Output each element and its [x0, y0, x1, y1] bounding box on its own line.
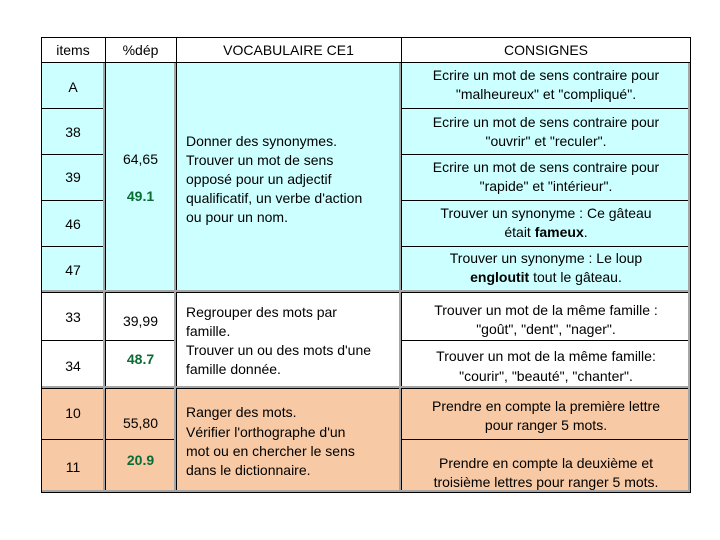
items-row-line: [41, 246, 105, 247]
consigne-line: Trouver un synonyme : Le loup: [449, 250, 643, 266]
header-items: items: [56, 42, 90, 58]
dep-value: 48.7: [126, 351, 155, 367]
consigne-line: Ecrire un mot de sens contraire pour: [432, 114, 660, 130]
vocab-line: opposé pour un adjectif: [186, 171, 332, 187]
consigne-line: Ecrire un mot de sens contraire pour: [432, 67, 660, 83]
header-consignes: CONSIGNES: [503, 42, 588, 58]
header-dep: %dép: [122, 42, 159, 58]
consigne-line: Prendre en compte la première lettre: [432, 398, 660, 414]
consignes-row-line: [401, 108, 691, 109]
consigne-line: Ecrire un mot de sens contraire pour: [432, 159, 660, 175]
item-label: 39: [65, 169, 81, 185]
vocab-line: ou pour un nom.: [186, 209, 288, 225]
consignes-row-line: [401, 340, 691, 341]
consigne-line: Trouver un mot de la même famille:: [436, 348, 656, 364]
consigne-text: .: [583, 224, 588, 240]
consignes-row-line: [401, 154, 691, 155]
consignes-row-line: [401, 200, 691, 201]
item-label: 47: [65, 262, 81, 278]
vocab-line: dans le dictionnaire.: [186, 462, 311, 478]
col-divider-2: [176, 37, 177, 493]
items-row-line: [41, 439, 105, 440]
consigne-text: était: [504, 224, 535, 240]
vocab-line: Regrouper des mots par: [186, 304, 337, 320]
dep-row-line: [105, 439, 176, 440]
dep-value: 55,80: [122, 415, 159, 431]
consigne-line: "goût", "dent", "nager".: [476, 321, 616, 337]
consigne-line: "malheureux" et "compliqué".: [455, 86, 637, 102]
item-label: 10: [65, 405, 81, 421]
section-divider-1: [41, 292, 691, 293]
consigne-line: [401, 268, 691, 287]
consigne-line: "courir", "beauté", "chanter".: [459, 368, 633, 384]
consignes-row-line: [401, 439, 691, 440]
items-row-line: [41, 154, 105, 155]
section-divider-2: [41, 388, 691, 389]
dep-value: 20.9: [126, 452, 155, 468]
dep-row-line: [105, 340, 176, 341]
border-bottom: [41, 492, 691, 493]
dep-value: 64,65: [122, 151, 159, 167]
cell-shadow: [42, 386, 690, 388]
consigne-line: Trouver un synonyme : Ce gâteau: [440, 205, 652, 221]
header-divider: [41, 62, 691, 63]
vocab-line: Vérifier l'orthographe d'un: [186, 424, 346, 440]
cell-shadow: [42, 290, 690, 292]
vocab-line: mot ou en chercher le sens: [186, 443, 355, 459]
vocabulary-table: [41, 37, 691, 493]
consigne-text: tout le gâteau.: [529, 269, 622, 285]
vocab-line: qualificatif, un verbe d'action: [186, 190, 363, 206]
item-label: 11: [65, 459, 81, 475]
consigne-line: "ouvrir" et "reculer".: [485, 133, 607, 149]
border-top: [41, 37, 691, 38]
consigne-line: pour ranger 5 mots.: [484, 417, 608, 433]
consigne-line: [401, 223, 691, 242]
vocab-line: Ranger des mots.: [186, 404, 297, 420]
consigne-line: "rapide" et "intérieur".: [479, 178, 613, 194]
header-vocabulary: VOCABULAIRE CE1: [223, 42, 354, 58]
consigne-bold-word: engloutit: [470, 269, 530, 285]
item-label: A: [68, 79, 78, 95]
vocab-line: Donner des synonymes.: [186, 133, 337, 149]
consignes-row-line: [401, 246, 691, 247]
consigne-line: Prendre en compte la deuxième et: [438, 455, 653, 471]
vocab-line: Trouver un ou des mots d'une: [186, 342, 372, 358]
dep-value: 39,99: [122, 313, 159, 329]
vocab-line: famille.: [186, 323, 231, 339]
item-label: 46: [65, 216, 81, 232]
consigne-bold-word: fameux: [534, 224, 584, 240]
consigne-line: troisième lettres pour ranger 5 mots.: [433, 474, 659, 490]
items-row-line: [41, 200, 105, 201]
items-row-line: [41, 340, 105, 341]
consigne-line: Trouver un mot de la même famille :: [434, 302, 658, 318]
item-label: 38: [65, 124, 81, 140]
vocab-line: Trouver un mot de sens: [186, 152, 334, 168]
item-label: 34: [65, 358, 81, 374]
dep-value: 49.1: [126, 188, 155, 204]
items-row-line: [41, 108, 105, 109]
item-label: 33: [65, 309, 81, 325]
vocab-line: famille donnée.: [186, 361, 281, 377]
